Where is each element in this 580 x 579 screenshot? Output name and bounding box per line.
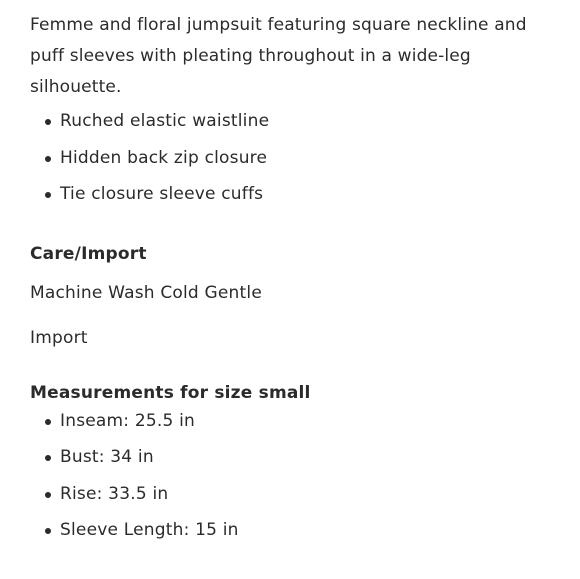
measurements-list xyxy=(30,403,560,549)
measurement-item: Sleeve Length: 15 in xyxy=(30,512,560,549)
feature-item: Tie closure sleeve cuffs xyxy=(30,176,560,213)
measurements-heading: Measurements for size small xyxy=(30,382,311,403)
feature-item: Ruched elastic waistline xyxy=(30,103,560,140)
description-intro: Femme and floral jumpsuit featuring square neckline and puff sleeves with pleating throughout in a wide-leg silhouette. xyxy=(30,15,527,97)
feature-list xyxy=(30,103,560,213)
feature-item: Hidden back zip closure xyxy=(30,140,560,177)
care-wash-text: Machine Wash Cold Gentle xyxy=(30,282,262,303)
care-origin-text: Import xyxy=(30,327,88,348)
measurement-item: Bust: 34 in xyxy=(30,439,560,476)
product-description xyxy=(30,10,560,549)
care-heading: Care/Import xyxy=(30,243,147,264)
measurement-item: Inseam: 25.5 in xyxy=(30,403,560,440)
measurement-item: Rise: 33.5 in xyxy=(30,476,560,513)
